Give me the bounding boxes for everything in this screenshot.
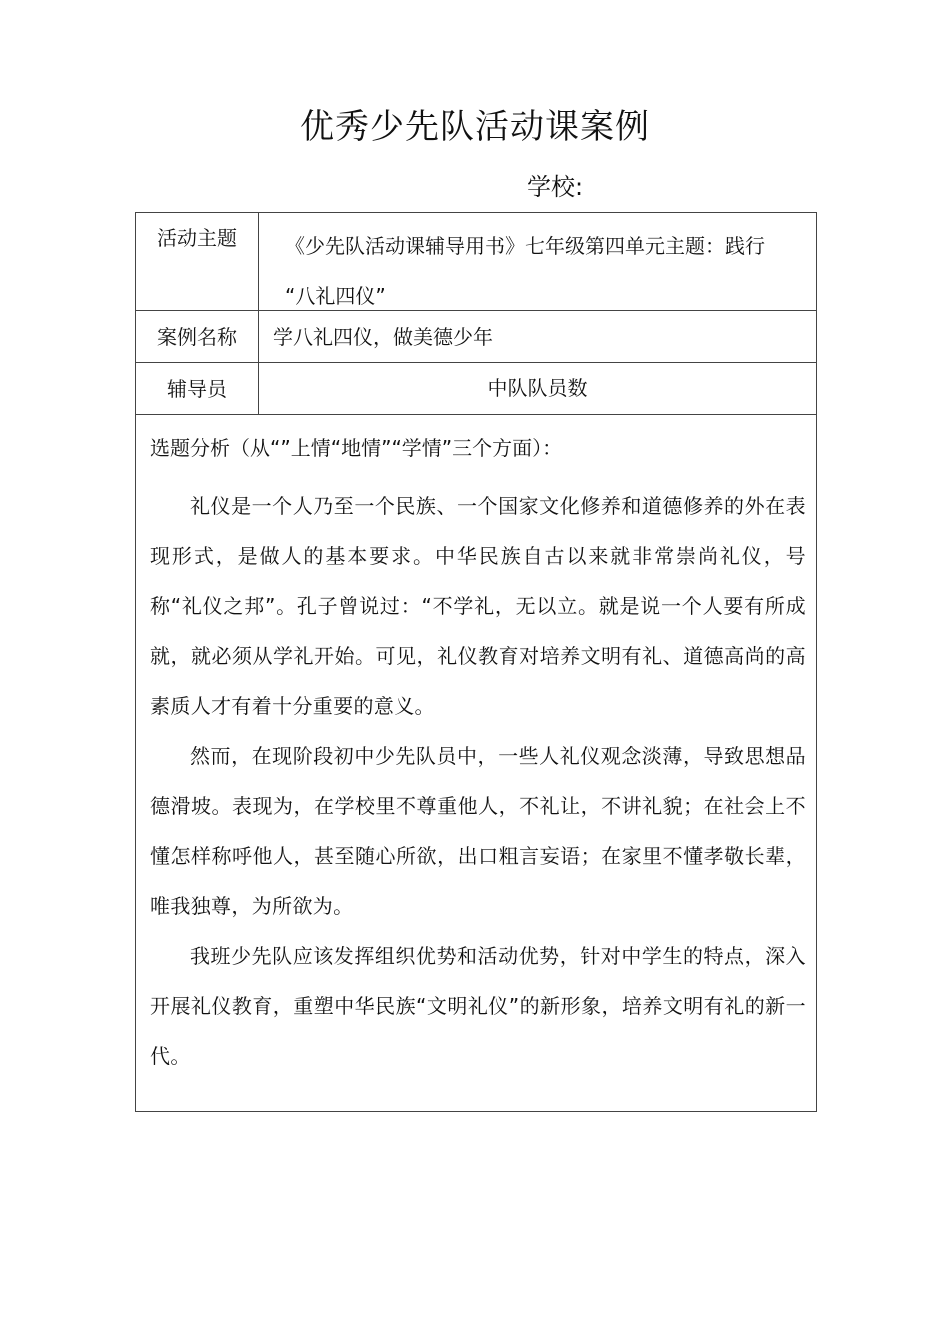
case-table — [135, 212, 817, 1112]
analysis-heading: 选题分析（从“”上情“地情”“学情”三个方面）： — [150, 436, 563, 460]
advisor-label: 辅导员 — [167, 377, 227, 401]
theme-row — [136, 213, 816, 311]
case-name-row — [136, 311, 816, 363]
case-name-value: 学八礼四仪，做美德少年 — [273, 325, 493, 349]
case-name-label: 案例名称 — [157, 325, 237, 349]
theme-label-cell — [136, 213, 259, 310]
advisor-label-cell — [136, 363, 259, 414]
theme-value-line1: 《少先队活动课辅导用书》七年级第四单元主题：践行 — [285, 234, 765, 258]
case-name-value-cell — [259, 311, 816, 362]
case-name-label-cell — [136, 311, 259, 362]
analysis-paragraph: 我班少先队应该发挥组织优势和活动优势，针对中学生的特点，深入开展礼仪教育，重塑中华民族“文明礼仪”的新形象，培养文明有礼的新一代。 — [150, 944, 806, 1068]
advisor-value: 中队队员数 — [487, 376, 588, 400]
advisor-value-cell — [259, 363, 816, 414]
analysis-paragraph: 然而，在现阶段初中少先队员中，一些人礼仪观念淡薄，导致思想品德滑坡。表现为，在学校里不尊重他人，不礼让，不讲礼貌；在社会上不懂怎样称呼他人，甚至随心所欲，出口粗言妄语；在家里不懂孝敬长辈，唯我独尊，为所欲为。 — [150, 744, 806, 918]
theme-value-line2: “八礼四仪” — [285, 284, 386, 308]
document-title: 优秀少先队活动课案例 — [300, 107, 650, 147]
school-label: 学校: — [527, 173, 584, 201]
analysis-section — [150, 431, 806, 1081]
advisor-row — [136, 363, 816, 415]
theme-label: 活动主题 — [157, 226, 237, 250]
analysis-paragraph: 礼仪是一个人乃至一个民族、一个国家文化修养和道德修养的外在表现形式，是做人的基本要求。中华民族自古以来就非常崇尚礼仪，号称“礼仪之邦”。孔子曾说过：“不学礼，无以立。就是说一个人要有所成就，就必须从学礼开始。可见，礼仪教育对培养文明有礼、道德高尚的高素质人才有着十分重要的意义。 — [150, 494, 806, 718]
theme-value-cell — [259, 213, 816, 310]
